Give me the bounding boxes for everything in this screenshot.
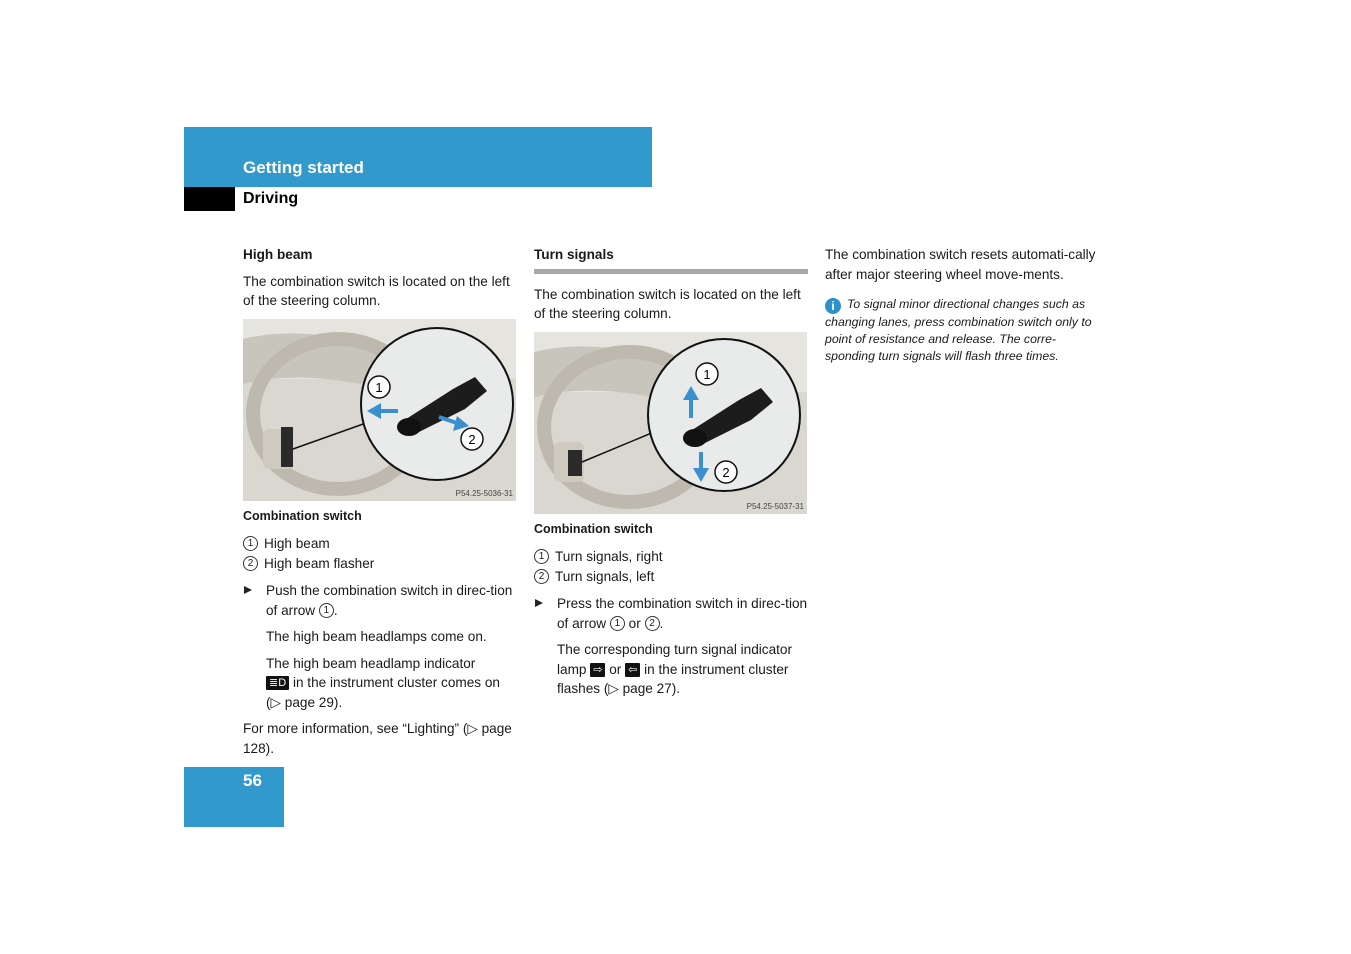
callout-number: 2: [534, 569, 549, 584]
step-result-indicator: The high beam headlamp indicator ≣D in the instrument cluster comes on (▷ page 29).: [266, 655, 500, 710]
list-item-label: High beam: [264, 536, 330, 551]
column-high-beam: [243, 245, 518, 765]
reset-note: The combination switch resets automati-cally after major steering wheel move-ments.: [825, 247, 1096, 282]
figure-code: P54.25-5037-31: [746, 501, 804, 511]
list-item: [534, 567, 808, 587]
callout-number: 1: [319, 603, 334, 618]
info-note: i To signal minor directional changes such as changing lanes, press combination switch only to point of resistance and release. The corre-sponding turn signals will flash three times.: [825, 297, 1092, 363]
combination-switch-figure-high-beam: [243, 319, 516, 501]
column-turn-signals: [534, 245, 808, 706]
svg-text:2: 2: [468, 431, 476, 447]
header-marker: [184, 187, 235, 211]
high-beam-indicator-icon: ≣D: [266, 676, 289, 690]
list-item: [534, 547, 808, 567]
list-item-label: Turn signals, right: [555, 549, 663, 564]
callout-number: 2: [645, 616, 660, 631]
svg-text:1: 1: [703, 366, 711, 382]
more-info: For more information, see “Lighting” (▷ page 128).: [243, 721, 512, 756]
callout-number: 1: [243, 536, 258, 551]
heading-turn-signals: Turn signals: [534, 245, 808, 274]
step-arrow-icon: [535, 599, 543, 607]
figure-code: P54.25-5036-31: [455, 488, 513, 498]
high-beam-intro: The combination switch is located on the left of the steering column.: [243, 273, 510, 308]
info-icon: i: [825, 298, 841, 314]
section-title: Getting started: [243, 158, 364, 177]
figure-caption: Combination switch: [243, 508, 362, 523]
page-number: 56: [243, 771, 262, 790]
list-item: [243, 534, 518, 554]
header-bar: [184, 127, 652, 187]
step-arrow-icon: [244, 586, 252, 594]
turn-right-indicator-icon: ⇨: [590, 663, 605, 677]
page-number-box: [184, 767, 284, 827]
callout-number: 2: [243, 556, 258, 571]
subsection-title: Driving: [243, 190, 299, 207]
list-item: [243, 554, 518, 574]
combination-switch-figure-turn-signals: [534, 332, 807, 514]
figure-caption: Combination switch: [534, 521, 653, 536]
step-result: The high beam headlamps come on.: [266, 629, 487, 644]
instruction-step: Push the combination switch in direc-tion of arrow 1 .: [243, 581, 518, 620]
svg-text:1: 1: [375, 379, 383, 395]
list-item-label: Turn signals, left: [555, 568, 655, 584]
list-item-label: High beam flasher: [264, 555, 375, 571]
turn-left-indicator-icon: ⇦: [625, 663, 640, 677]
column-notes: [825, 245, 1105, 365]
instruction-step: Press the combination switch in direc-tion of arrow 1 or 2 .: [534, 594, 808, 633]
svg-text:2: 2: [722, 464, 730, 480]
heading-high-beam: High beam: [243, 247, 313, 262]
callout-number: 1: [534, 549, 549, 564]
turn-signals-intro: The combination switch is located on the left of the steering column.: [534, 286, 801, 321]
callout-number: 1: [610, 616, 625, 631]
step-result-indicator: The corresponding turn signal indicator lamp ⇨ or ⇦ in the instrument cluster flashes (▷ page 27).: [557, 642, 793, 696]
